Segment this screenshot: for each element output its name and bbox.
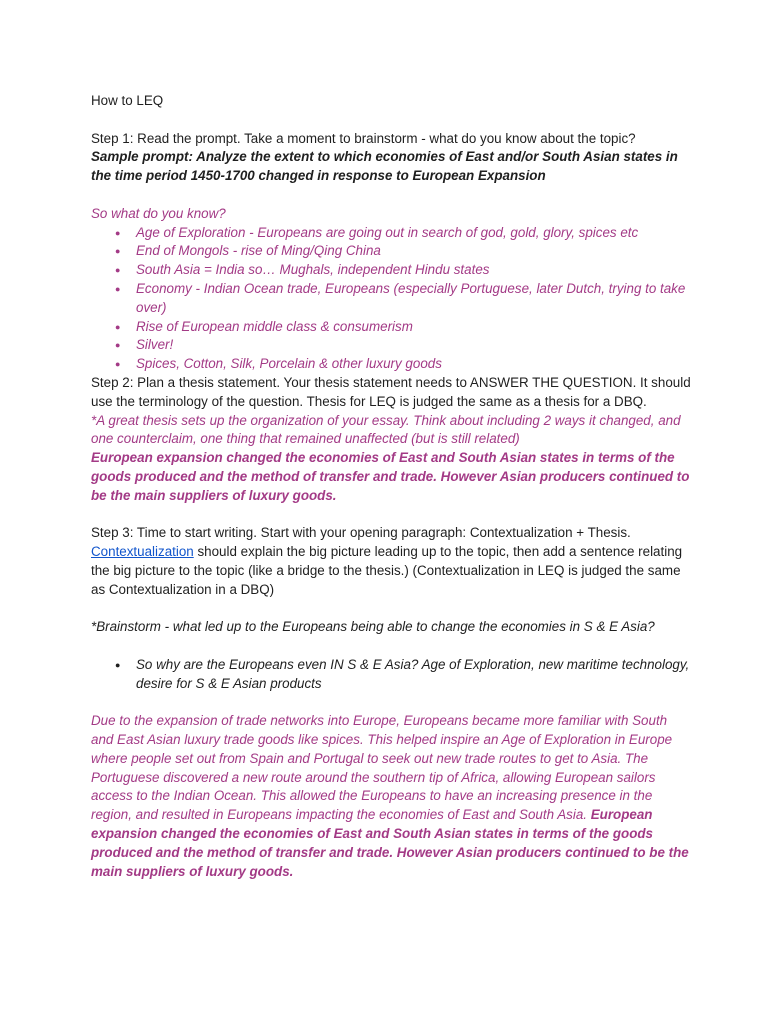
brainstorm2-list xyxy=(91,656,691,694)
bullet-icon: ● xyxy=(115,265,121,276)
contextualization-link[interactable]: Contextualization xyxy=(91,544,194,560)
bullet-icon: ● xyxy=(115,340,121,351)
list-item-text: Rise of European middle class & consumerism xyxy=(136,318,413,334)
list-item xyxy=(91,336,691,355)
document-title: How to LEQ xyxy=(91,93,164,108)
step1-text: Step 1: Read the prompt. Take a moment to brainstorm - what do you know about the topic? xyxy=(91,130,636,146)
list-item xyxy=(91,242,691,261)
bullet-icon: ● xyxy=(115,227,121,238)
paragraph-thesis: European expansion changed the economies of East and South Asian states in terms of the goods produced and the method of transfer and trade. However Asian producers continued to be the main suppliers of luxury goods. xyxy=(91,807,689,879)
step3-contextualization xyxy=(91,543,691,599)
list-item-text: Age of Exploration - Europeans are going out in search of god, gold, glory, spices etc xyxy=(136,224,639,240)
brainstorm1-list xyxy=(91,224,691,374)
list-item-text: South Asia = India so… Mughals, independent Hindu states xyxy=(136,262,490,278)
list-item xyxy=(91,355,691,374)
brainstorm1-heading: So what do you know? xyxy=(91,205,226,221)
list-item-text: So why are the Europeans even IN S & E Asia? Age of Exploration, new maritime technology, desire for S & E Asian products xyxy=(136,656,690,691)
thesis-note: *A great thesis sets up the organization of your essay. Think about including 2 ways it changed, and one counterclaim, one thing that remained unaffected (but is still related) xyxy=(91,412,681,447)
brainstorm2-heading: *Brainstorm - what led up to the Europeans being able to change the economies in S & E Asia? xyxy=(91,619,655,635)
bullet-icon: ● xyxy=(115,321,121,332)
sample-prompt: Sample prompt: Analyze the extent to which economies of East and/or South Asian states in the time period 1450-1700 changed in response to European Expansion xyxy=(91,149,678,184)
sample-paragraph xyxy=(91,712,691,881)
step2-text: Step 2: Plan a thesis statement. Your thesis statement needs to ANSWER THE QUESTION. It should use the terminology of the question. Thesis for LEQ is judged the same as a thesis for a DBQ. xyxy=(91,374,691,409)
list-item xyxy=(91,280,691,318)
list-item-text: Silver! xyxy=(136,337,174,353)
list-item xyxy=(91,318,691,337)
list-item xyxy=(91,261,691,280)
step3-text: Step 3: Time to start writing. Start with your opening paragraph: Contextualization + Thesis. xyxy=(91,525,631,541)
list-item-text: End of Mongols - rise of Ming/Qing China xyxy=(136,243,381,259)
list-item-text: Economy - Indian Ocean trade, Europeans (especially Portuguese, later Dutch, trying to take over) xyxy=(136,280,686,315)
list-item-text: Spices, Cotton, Silk, Porcelain & other luxury goods xyxy=(136,356,442,372)
bullet-icon: ● xyxy=(115,246,121,257)
thesis-statement: European expansion changed the economies of East and South Asian states in terms of the goods produced and the method of transfer and trade. However Asian producers continued to be the main suppliers of luxury goods. xyxy=(91,450,690,503)
bullet-icon: ● xyxy=(115,359,121,370)
bullet-icon: ● xyxy=(115,659,121,670)
bullet-icon: ● xyxy=(115,283,121,294)
document-body xyxy=(91,92,691,881)
list-item xyxy=(91,224,691,243)
list-item xyxy=(91,656,691,694)
contextualization-text: Due to the expansion of trade networks into Europe, Europeans became more familiar with South and East Asian luxury trade goods like spices. This helped inspire an Age of Exploration in Europe where people set out from Spain and Portugal to seek out new trade routes to get to Asia. The Portuguese discovered a new route around the southern tip of Africa, allowing European sailors access to the Indian Ocean. This allowed the Europeans to have an increasing presence in the region, and resulted in Europeans impacting the economies of East and South Asia. xyxy=(91,713,673,823)
step3-contextualization-text: should explain the big picture leading up to the topic, then add a sentence relating the big picture to the topic (like a bridge to the thesis.) (Contextualization in LEQ is judged the same as Contextualization in a DBQ) xyxy=(91,544,683,597)
